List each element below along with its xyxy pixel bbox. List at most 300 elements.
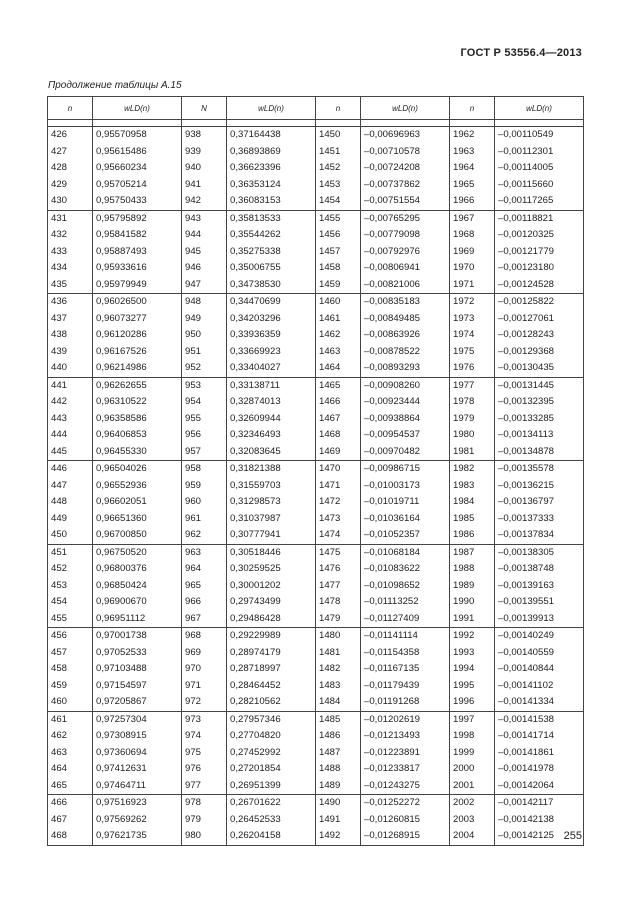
table-cell: 1983: [450, 478, 495, 495]
table-cell: 1966: [450, 193, 495, 210]
table-cell: 0,96651360: [93, 511, 182, 528]
table-cell: 426: [48, 127, 93, 144]
table-cell: 451: [48, 544, 93, 561]
table-cell: –0,01233817: [361, 761, 450, 778]
table-cell: 964: [182, 561, 227, 578]
table-cell: 1475: [316, 544, 361, 561]
table-cell: 1969: [450, 244, 495, 261]
table-cell: 0,27201854: [227, 761, 316, 778]
table-cell: 448: [48, 494, 93, 511]
table-cell: 1979: [450, 411, 495, 428]
table-cell: –0,00835183: [361, 294, 450, 311]
table-cell: 1972: [450, 294, 495, 311]
table-cell: 1970: [450, 260, 495, 277]
table-row: [48, 694, 584, 711]
table-cell: 1992: [450, 628, 495, 645]
table-row: [48, 678, 584, 695]
table-cell: –0,00821006: [361, 277, 450, 294]
table-cell: 0,96167526: [93, 344, 182, 361]
table-cell: –0,00141861: [495, 745, 584, 762]
table-cell: 945: [182, 244, 227, 261]
table-cell: –0,00140559: [495, 645, 584, 662]
table-cell: 975: [182, 745, 227, 762]
table-cell: 0,36083153: [227, 193, 316, 210]
table-cell: –0,00136797: [495, 494, 584, 511]
table-cell: 0,97257304: [93, 711, 182, 728]
table-row: [48, 494, 584, 511]
table-cell: 0,32874013: [227, 394, 316, 411]
table-cell: 435: [48, 277, 93, 294]
table-cell: 0,28464452: [227, 678, 316, 695]
table-cell: 1489: [316, 778, 361, 795]
table-cell: 1991: [450, 611, 495, 628]
table-cell: 0,37164438: [227, 127, 316, 144]
table-cell: 938: [182, 127, 227, 144]
table-cell: 0,36893869: [227, 144, 316, 161]
table-row: [48, 812, 584, 829]
table-cell: –0,01223891: [361, 745, 450, 762]
table-cell: 0,96310522: [93, 394, 182, 411]
table-cell: –0,00117265: [495, 193, 584, 210]
table-cell: 0,29743499: [227, 594, 316, 611]
table-row: [48, 611, 584, 628]
table-cell: –0,00954537: [361, 427, 450, 444]
table-cell: 0,97052533: [93, 645, 182, 662]
table-row: [48, 327, 584, 344]
table-cell: –0,00696963: [361, 127, 450, 144]
table-cell: 1463: [316, 344, 361, 361]
table-cell: 1483: [316, 678, 361, 695]
table-row: [48, 761, 584, 778]
table-cell: 430: [48, 193, 93, 210]
table-cell: 979: [182, 812, 227, 829]
table-cell: –0,00132395: [495, 394, 584, 411]
table-cell: 977: [182, 778, 227, 795]
table-row: [48, 160, 584, 177]
table-cell: 1480: [316, 628, 361, 645]
table-cell: 963: [182, 544, 227, 561]
table-row: [48, 144, 584, 161]
table-cell: –0,01113252: [361, 594, 450, 611]
table-cell: 1452: [316, 160, 361, 177]
table-cell: 443: [48, 411, 93, 428]
table-cell: 972: [182, 694, 227, 711]
table-cell: 0,96455330: [93, 444, 182, 461]
table-cell: –0,00123180: [495, 260, 584, 277]
table-cell: –0,00137834: [495, 527, 584, 544]
table-cell: 0,96850424: [93, 578, 182, 595]
table-cell: 967: [182, 611, 227, 628]
table-cell: 0,96750520: [93, 544, 182, 561]
table-cell: –0,01141114: [361, 628, 450, 645]
table-cell: –0,00806941: [361, 260, 450, 277]
table-header-row: [48, 97, 584, 120]
table-cell: 1998: [450, 728, 495, 745]
table-cell: 0,28974179: [227, 645, 316, 662]
table-cell: 1467: [316, 411, 361, 428]
table-cell: –0,00737862: [361, 177, 450, 194]
table-cell: –0,00115660: [495, 177, 584, 194]
table-cell: 0,95615486: [93, 144, 182, 161]
table-cell: 1485: [316, 711, 361, 728]
table-cell: 0,97308915: [93, 728, 182, 745]
table-cell: –0,00138305: [495, 544, 584, 561]
table-cell: 0,30001202: [227, 578, 316, 595]
table-cell: –0,00142064: [495, 778, 584, 795]
table-cell: 944: [182, 227, 227, 244]
table-cell: –0,00110549: [495, 127, 584, 144]
table-cell: 0,28210562: [227, 694, 316, 711]
table-cell: 0,97205867: [93, 694, 182, 711]
table-cell: 1474: [316, 527, 361, 544]
column-header: n: [450, 97, 495, 120]
table-cell: 432: [48, 227, 93, 244]
table-cell: –0,00112301: [495, 144, 584, 161]
table-cell: 965: [182, 578, 227, 595]
table-cell: 1964: [450, 160, 495, 177]
table-cell: 1984: [450, 494, 495, 511]
table-cell: 948: [182, 294, 227, 311]
table-cell: 955: [182, 411, 227, 428]
table-cell: 1968: [450, 227, 495, 244]
table-cell: 431: [48, 210, 93, 227]
table-cell: –0,00893293: [361, 360, 450, 377]
table-cell: 1484: [316, 694, 361, 711]
table-cell: 2002: [450, 795, 495, 812]
table-cell: –0,00849485: [361, 311, 450, 328]
table-cell: 939: [182, 144, 227, 161]
table-cell: 953: [182, 377, 227, 394]
column-header: n: [48, 97, 93, 120]
table-cell: 0,33669923: [227, 344, 316, 361]
table-row: [48, 527, 584, 544]
table-cell: 1985: [450, 511, 495, 528]
table-cell: 1995: [450, 678, 495, 695]
table-cell: 0,96602051: [93, 494, 182, 511]
table-cell: 460: [48, 694, 93, 711]
table-cell: 465: [48, 778, 93, 795]
table-cell: 961: [182, 511, 227, 528]
table-cell: 0,36353124: [227, 177, 316, 194]
table-cell: –0,00938864: [361, 411, 450, 428]
table-cell: –0,00751554: [361, 193, 450, 210]
table-cell: 0,95979949: [93, 277, 182, 294]
table-cell: 1470: [316, 461, 361, 478]
table-cell: 0,35275338: [227, 244, 316, 261]
table-cell: 428: [48, 160, 93, 177]
table-cell: 966: [182, 594, 227, 611]
table-cell: 1986: [450, 527, 495, 544]
table-cell: 0,29486428: [227, 611, 316, 628]
table-cell: 1456: [316, 227, 361, 244]
table-cell: 0,96951112: [93, 611, 182, 628]
table-cell: 0,96073277: [93, 311, 182, 328]
table-cell: 1466: [316, 394, 361, 411]
table-cell: 459: [48, 678, 93, 695]
table-cell: 438: [48, 327, 93, 344]
table-row: [48, 478, 584, 495]
table-cell: 436: [48, 294, 93, 311]
table-cell: 1980: [450, 427, 495, 444]
table-row: [48, 645, 584, 662]
table-cell: 1455: [316, 210, 361, 227]
table-cell: 2000: [450, 761, 495, 778]
table-cell: 447: [48, 478, 93, 495]
table-cell: 1974: [450, 327, 495, 344]
table-cell: 0,95570958: [93, 127, 182, 144]
table-cell: –0,00140249: [495, 628, 584, 645]
table-cell: 1462: [316, 327, 361, 344]
table-cell: –0,00141714: [495, 728, 584, 745]
table-row: [48, 795, 584, 812]
table-cell: 0,97360694: [93, 745, 182, 762]
table-cell: 449: [48, 511, 93, 528]
table-cell: 1454: [316, 193, 361, 210]
table-cell: –0,01003173: [361, 478, 450, 495]
table-cell: 0,95660234: [93, 160, 182, 177]
table-cell: 0,32609944: [227, 411, 316, 428]
table-cell: 956: [182, 427, 227, 444]
table-row: [48, 344, 584, 361]
table-cell: 951: [182, 344, 227, 361]
table-cell: 1458: [316, 260, 361, 277]
table-cell: 1988: [450, 561, 495, 578]
table-row: [48, 394, 584, 411]
table-cell: 1977: [450, 377, 495, 394]
table-caption: Продолжение таблицы А.15: [48, 80, 182, 91]
table-cell: 959: [182, 478, 227, 495]
table-cell: 0,97464711: [93, 778, 182, 795]
table-cell: 453: [48, 578, 93, 595]
table-cell: 0,95750433: [93, 193, 182, 210]
table-cell: –0,00142138: [495, 812, 584, 829]
table-cell: 1486: [316, 728, 361, 745]
table-cell: 1994: [450, 661, 495, 678]
table-row: [48, 661, 584, 678]
table-cell: –0,01252272: [361, 795, 450, 812]
table-cell: 942: [182, 193, 227, 210]
table-cell: 1468: [316, 427, 361, 444]
table-cell: –0,01268915: [361, 828, 450, 845]
table-cell: –0,00125822: [495, 294, 584, 311]
table-cell: 454: [48, 594, 93, 611]
table-cell: 946: [182, 260, 227, 277]
table-row: [48, 311, 584, 328]
table-cell: –0,00129368: [495, 344, 584, 361]
table-cell: 446: [48, 461, 93, 478]
table-cell: –0,00710578: [361, 144, 450, 161]
table-cell: 0,96800376: [93, 561, 182, 578]
table-cell: 947: [182, 277, 227, 294]
column-header: n: [316, 97, 361, 120]
table-cell: 0,96120286: [93, 327, 182, 344]
table-cell: 0,96552936: [93, 478, 182, 495]
table-cell: –0,00139551: [495, 594, 584, 611]
table-cell: 0,33138711: [227, 377, 316, 394]
table-row: [48, 511, 584, 528]
table-cell: 0,26951399: [227, 778, 316, 795]
table-cell: 973: [182, 711, 227, 728]
table-cell: –0,00792976: [361, 244, 450, 261]
table-cell: 0,96358586: [93, 411, 182, 428]
table-cell: 950: [182, 327, 227, 344]
table-cell: –0,00135578: [495, 461, 584, 478]
table-cell: 957: [182, 444, 227, 461]
table-cell: 455: [48, 611, 93, 628]
table-cell: –0,00114005: [495, 160, 584, 177]
table-cell: 1999: [450, 745, 495, 762]
table-cell: 1978: [450, 394, 495, 411]
table-cell: 2001: [450, 778, 495, 795]
table-cell: 0,33936359: [227, 327, 316, 344]
table-cell: 940: [182, 160, 227, 177]
table-cell: 0,34470699: [227, 294, 316, 311]
table-cell: –0,00141102: [495, 678, 584, 695]
table-cell: 0,30777941: [227, 527, 316, 544]
table-cell: 0,33404027: [227, 360, 316, 377]
table-cell: 0,32346493: [227, 427, 316, 444]
table-cell: –0,01019711: [361, 494, 450, 511]
table-cell: 434: [48, 260, 93, 277]
table-cell: –0,00137333: [495, 511, 584, 528]
table-cell: 1472: [316, 494, 361, 511]
table-row: [48, 427, 584, 444]
table-cell: 0,26701622: [227, 795, 316, 812]
table-cell: 1469: [316, 444, 361, 461]
table-row: [48, 193, 584, 210]
table-cell: –0,00139913: [495, 611, 584, 628]
table-cell: –0,00130435: [495, 360, 584, 377]
table-cell: 960: [182, 494, 227, 511]
table-cell: 1971: [450, 277, 495, 294]
table-cell: 1997: [450, 711, 495, 728]
table-cell: 468: [48, 828, 93, 845]
table-cell: 2003: [450, 812, 495, 829]
table-cell: 1981: [450, 444, 495, 461]
table-cell: 974: [182, 728, 227, 745]
table-cell: –0,00136215: [495, 478, 584, 495]
table-cell: 0,26452533: [227, 812, 316, 829]
table-cell: 1481: [316, 645, 361, 662]
table-cell: 450: [48, 527, 93, 544]
table-cell: 976: [182, 761, 227, 778]
table-cell: 467: [48, 812, 93, 829]
table-cell: 0,35813533: [227, 210, 316, 227]
table-cell: –0,00138748: [495, 561, 584, 578]
table-cell: –0,01154358: [361, 645, 450, 662]
table-cell: –0,00128243: [495, 327, 584, 344]
table-cell: –0,00139163: [495, 578, 584, 595]
table-row: [48, 544, 584, 561]
table-cell: –0,01052357: [361, 527, 450, 544]
table-cell: 0,95705214: [93, 177, 182, 194]
table-row: [48, 260, 584, 277]
table-cell: 1982: [450, 461, 495, 478]
table-cell: 0,95795892: [93, 210, 182, 227]
table-cell: 466: [48, 795, 93, 812]
table-cell: 943: [182, 210, 227, 227]
table-cell: 0,29229989: [227, 628, 316, 645]
table-cell: –0,00133285: [495, 411, 584, 428]
table-cell: 463: [48, 745, 93, 762]
column-header: wLD(n): [361, 97, 450, 120]
table-cell: –0,01260815: [361, 812, 450, 829]
table-cell: 0,97001738: [93, 628, 182, 645]
table-cell: 0,97412631: [93, 761, 182, 778]
table-cell: 461: [48, 711, 93, 728]
table-cell: 0,31821388: [227, 461, 316, 478]
table-row: [48, 828, 584, 845]
table-cell: 978: [182, 795, 227, 812]
table-cell: –0,00118821: [495, 210, 584, 227]
table-cell: 980: [182, 828, 227, 845]
table-cell: 0,27957346: [227, 711, 316, 728]
table-row: [48, 277, 584, 294]
table-cell: 1975: [450, 344, 495, 361]
table-row: [48, 411, 584, 428]
table-cell: 0,30518446: [227, 544, 316, 561]
table-row: [48, 377, 584, 394]
table-cell: 0,97569262: [93, 812, 182, 829]
table-cell: –0,01179439: [361, 678, 450, 695]
table-cell: 0,96406853: [93, 427, 182, 444]
table-cell: 970: [182, 661, 227, 678]
table-row: [48, 294, 584, 311]
table-cell: 1460: [316, 294, 361, 311]
table-cell: 1990: [450, 594, 495, 611]
table-row: [48, 244, 584, 261]
table-cell: 1473: [316, 511, 361, 528]
table-cell: 0,31559703: [227, 478, 316, 495]
data-table: [47, 96, 584, 846]
table-cell: 1464: [316, 360, 361, 377]
table-cell: 1989: [450, 578, 495, 595]
table-cell: 1482: [316, 661, 361, 678]
table-cell: –0,00121779: [495, 244, 584, 261]
table-cell: 458: [48, 661, 93, 678]
table-cell: 0,96900670: [93, 594, 182, 611]
table-cell: 0,28718997: [227, 661, 316, 678]
table-cell: –0,00140844: [495, 661, 584, 678]
table-cell: 0,95933616: [93, 260, 182, 277]
table-cell: –0,01213493: [361, 728, 450, 745]
table-cell: 0,36623396: [227, 160, 316, 177]
table-cell: 1962: [450, 127, 495, 144]
column-header: wLD(n): [227, 97, 316, 120]
table-cell: –0,00986715: [361, 461, 450, 478]
table-cell: –0,00923444: [361, 394, 450, 411]
table-cell: 0,26204158: [227, 828, 316, 845]
table-cell: –0,00779098: [361, 227, 450, 244]
table-cell: –0,00141978: [495, 761, 584, 778]
table-cell: 0,35006755: [227, 260, 316, 277]
table-cell: 1490: [316, 795, 361, 812]
table-cell: –0,00142125: [495, 828, 584, 845]
table-cell: 462: [48, 728, 93, 745]
table-cell: 958: [182, 461, 227, 478]
table-cell: 0,30259525: [227, 561, 316, 578]
table-body: [48, 120, 584, 846]
table-cell: 1976: [450, 360, 495, 377]
column-header: N: [182, 97, 227, 120]
table-cell: 0,96214986: [93, 360, 182, 377]
table-cell: 457: [48, 645, 93, 662]
table-cell: 1973: [450, 311, 495, 328]
table-cell: 1993: [450, 645, 495, 662]
table-row: [48, 728, 584, 745]
table-cell: 1459: [316, 277, 361, 294]
table-cell: 1492: [316, 828, 361, 845]
